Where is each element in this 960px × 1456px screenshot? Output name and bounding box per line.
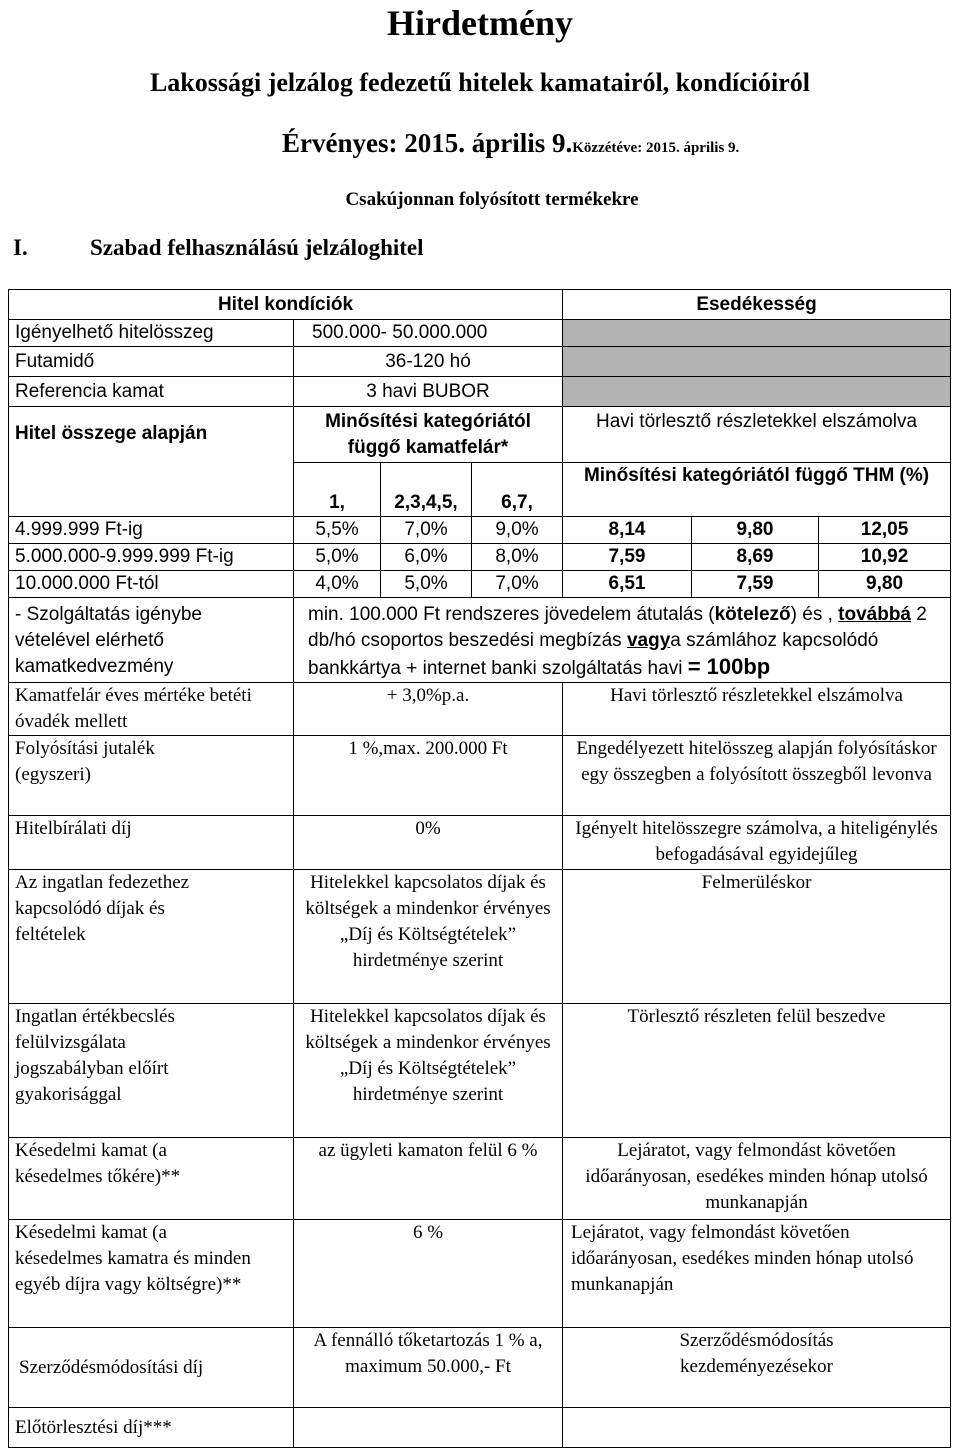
- table-row: [9, 347, 951, 377]
- valuation-label: Ingatlan értékbecslés felülvizsgálata jogszabályban előírt gyakorisággal: [9, 1004, 294, 1138]
- row-label: 10.000.000 Ft-tól: [9, 571, 294, 598]
- discount-value: = 100bp: [687, 654, 771, 679]
- validity-line: [282, 128, 739, 159]
- table-row: [9, 377, 951, 407]
- term-value: 36-120 hó: [294, 347, 563, 377]
- thm-cell: 12,05: [819, 517, 951, 544]
- term-label: Futamidő: [9, 347, 294, 377]
- property-value: Hitelekkel kapcsolatos díjak és költségek a mindenkor érvényes „Díj és Költségtételek” hirdetménye szerint: [294, 870, 563, 1004]
- valid-date: Érvényes: 2015. április 9.: [282, 128, 573, 158]
- rate-cell: 9,0%: [472, 517, 563, 544]
- rate-cell: 4,0%: [294, 571, 381, 598]
- table-row: [9, 320, 951, 347]
- disburse-due: Engedélyezett hitelösszeg alapján folyósításkor egy összegben a folyósított összegből levonva: [563, 736, 951, 816]
- table-row: [9, 870, 951, 1004]
- table-row: [9, 598, 951, 683]
- ref-rate-value: 3 havi BUBOR: [294, 377, 563, 407]
- table-row: [9, 736, 951, 816]
- discount-further: továbbá: [838, 604, 912, 625]
- valuation-value: Hitelekkel kapcsolatos díjak és költségek a mindenkor érvényes „Díj és Költségtételek” hirdetménye szerint: [294, 1004, 563, 1138]
- thm-cell: 10,92: [819, 544, 951, 571]
- late2-label: Késedelmi kamat (a késedelmes kamatra és minden egyéb díjra vagy költségre)**: [9, 1220, 294, 1328]
- by-amount-label: Hitel összege alapján: [9, 407, 294, 517]
- table-header-row: [9, 290, 951, 320]
- discount-text-1: min. 100.000 Ft rendszeres jövedelem átutalás (: [308, 604, 715, 625]
- thm-label: Minősítési kategóriától függő THM (%): [563, 463, 951, 517]
- page-subtitle: Lakossági jelzálog fedezetű hitelek kamatairól, kondícióiról: [149, 68, 811, 97]
- assess-due: Igényelt hitelösszegre számolva, a hiteligénylés befogadásával egyidejűleg: [563, 816, 951, 870]
- valuation-due: Törlesztő részleten felül beszedve: [563, 1004, 951, 1138]
- gray-cell: [563, 320, 951, 347]
- modify-value: A fennálló tőketartozás 1 % a, maximum 50.000,- Ft: [294, 1328, 563, 1408]
- disburse-value: 1 %,max. 200.000 Ft: [294, 736, 563, 816]
- rate-cell: 7,0%: [381, 517, 472, 544]
- discount-label: - Szolgáltatás igénybe vételével elérhető kamatkedvezmény: [9, 598, 294, 683]
- ref-rate-label: Referencia kamat: [9, 377, 294, 407]
- discount-text: [294, 598, 951, 683]
- row-label: 5.000.000-9.999.999 Ft-ig: [9, 544, 294, 571]
- thm-cell: 7,59: [563, 544, 692, 571]
- prepay-label: Előtörlesztési díj***: [9, 1408, 294, 1448]
- table-row: [9, 1004, 951, 1138]
- late1-due: Lejáratot, vagy felmondást követően időarányosan, esedékes minden hónap utolsó munkanapján: [563, 1138, 951, 1220]
- late1-value: az ügyleti kamaton felül 6 %: [294, 1138, 563, 1220]
- late2-due: Lejáratot, vagy felmondást követően időarányosan, esedékes minden hónap utolsó munkanapján: [563, 1220, 951, 1328]
- category-2: 2,3,4,5,: [381, 463, 472, 517]
- loan-amount-label: Igényelhető hitelösszeg: [9, 320, 294, 347]
- category-1: 1,: [294, 463, 381, 517]
- page-title: Hirdetmény: [387, 3, 573, 43]
- discount-text-3: 2 db/hó csoportos beszedési megbízás: [308, 604, 927, 651]
- table-row: [9, 1138, 951, 1220]
- late2-value: 6 %: [294, 1220, 563, 1328]
- new-products-note: Csakújonnan folyósított termékekre: [345, 189, 639, 210]
- thm-cell: 7,59: [692, 571, 819, 598]
- section-number: I.: [13, 235, 28, 260]
- property-label: Az ingatlan fedezethez kapcsolódó díjak és feltételek: [9, 870, 294, 1004]
- discount-text-2: ) és ,: [790, 604, 833, 625]
- thm-cell: 8,14: [563, 517, 692, 544]
- head-conditions: Hitel kondíciók: [9, 290, 563, 320]
- table-row: [9, 544, 951, 571]
- deposit-label: Kamatfelár éves mértéke betéti óvadék mellett: [9, 683, 294, 736]
- margin-label: Minősítési kategóriától függő kamatfelár*: [294, 407, 563, 463]
- head-due: Esedékesség: [563, 290, 951, 320]
- deposit-value: + 3,0%p.a.: [294, 683, 563, 736]
- rate-cell: 5,0%: [381, 571, 472, 598]
- table-row: [9, 816, 951, 870]
- prepay-due: [563, 1408, 951, 1448]
- table-row: [9, 683, 951, 736]
- modify-due: Szerződésmódosítás kezdeményezésekor: [563, 1328, 951, 1408]
- thm-cell: 9,80: [692, 517, 819, 544]
- rate-cell: 6,0%: [381, 544, 472, 571]
- assess-value: 0%: [294, 816, 563, 870]
- discount-text-4: a számlához kapcsolódó bankkártya + internet banki szolgáltatás havi: [308, 630, 879, 679]
- loan-amount-value: 500.000- 50.000.000: [294, 320, 563, 347]
- table-row: [9, 517, 951, 544]
- thm-cell: 6,51: [563, 571, 692, 598]
- rate-cell: 5,5%: [294, 517, 381, 544]
- table-row: [9, 571, 951, 598]
- section-title: Szabad felhasználású jelzáloghitel: [90, 235, 424, 260]
- assess-label: Hitelbírálati díj: [9, 816, 294, 870]
- table-row: [9, 1408, 951, 1448]
- late1-label: Késedelmi kamat (a késedelmes tőkére)**: [9, 1138, 294, 1220]
- rate-cell: 5,0%: [294, 544, 381, 571]
- gray-cell: [563, 347, 951, 377]
- discount-or: vagy: [626, 630, 671, 651]
- discount-mandatory: kötelező: [714, 604, 791, 625]
- table-row: [9, 407, 951, 463]
- rate-cell: 8,0%: [472, 544, 563, 571]
- table-row: [9, 1328, 951, 1408]
- modify-label: Szerződésmódosítási díj: [9, 1328, 294, 1408]
- gray-cell: [563, 377, 951, 407]
- prepay-value: [294, 1408, 563, 1448]
- table-row: [9, 1220, 951, 1328]
- rate-cell: 7,0%: [472, 571, 563, 598]
- thm-cell: 9,80: [819, 571, 951, 598]
- conditions-table: [8, 289, 951, 1448]
- deposit-due: Havi törlesztő részletekkel elszámolva: [563, 683, 951, 736]
- disburse-label: Folyósítási jutalék (egyszeri): [9, 736, 294, 816]
- published-date: Közzétéve: 2015. április 9.: [572, 140, 740, 156]
- property-due: Felmerüléskor: [563, 870, 951, 1004]
- row-label: 4.999.999 Ft-ig: [9, 517, 294, 544]
- category-3: 6,7,: [472, 463, 563, 517]
- thm-cell: 8,69: [692, 544, 819, 571]
- monthly-label: Havi törlesztő részletekkel elszámolva: [563, 407, 951, 463]
